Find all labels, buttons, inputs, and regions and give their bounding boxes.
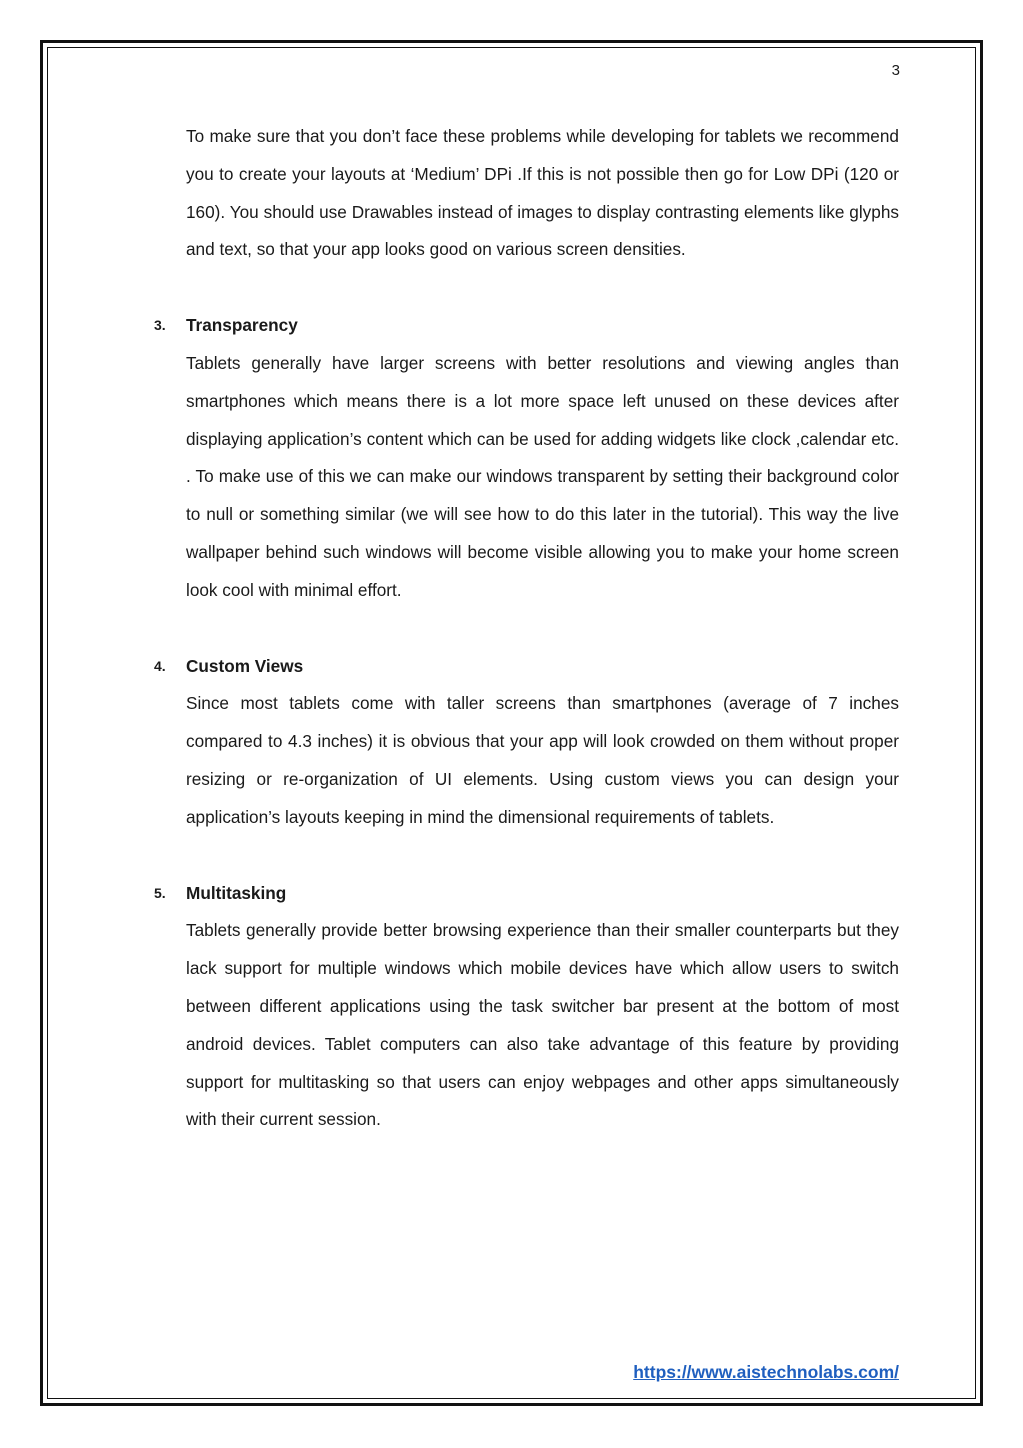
- section-heading: Multitasking: [186, 882, 287, 903]
- section-heading: Transparency: [186, 315, 298, 336]
- section-paragraph: Tablets generally have larger screens with better resolutions and viewing angles than smartphones which means there is a lot more space left unused on these devices after displaying application’s content which can be used for adding widgets like clock ,calendar etc. . To make use of this we can make our windows transparent by setting their background color to null or something similar (we will see how to do this later in the tutorial). This way the live wallpaper behind such windows will become visible allowing you to make your home screen look cool with minimal effort.: [186, 352, 899, 600]
- website-link[interactable]: https://www.aistechnolabs.com/: [633, 1362, 899, 1382]
- section-multitasking: [154, 875, 899, 1140]
- section-number: 3.: [154, 317, 166, 334]
- section-number: 4.: [154, 657, 166, 674]
- document-body: [154, 118, 899, 1139]
- section-paragraph: Since most tablets come with taller screens than smartphones (average of 7 inches compared to 4.3 inches) it is obvious that your app will look crowded on them without proper resizing or re-organization of UI elements. Using custom views you can design your application’s layouts keeping in mind the dimensional requirements of tablets.: [186, 693, 899, 827]
- section-number: 5.: [154, 884, 166, 901]
- section-paragraph: Tablets generally provide better browsing experience than their smaller counterparts but they lack support for multiple windows which mobile devices have which allow users to switch between different applications using the task switcher bar present at the bottom of most android devices. Tablet computers can also take advantage of this feature by providing support for multitasking so that users can enjoy webpages and other apps simultaneously with their current session.: [186, 920, 899, 1130]
- section-transparency: [154, 307, 899, 609]
- section-heading: Custom Views: [186, 655, 304, 676]
- section-custom-views: [154, 648, 899, 837]
- intro-paragraph: To make sure that you don’t face these problems while developing for tablets we recommend you to create your layouts at ‘Medium’ DPi .If this is not possible then go for Low DPi (120 or 160). You should use Drawables instead of images to display contrasting elements like glyphs and text, so that your app looks good on various screen densities.: [186, 126, 899, 260]
- page-number: 3: [891, 62, 900, 79]
